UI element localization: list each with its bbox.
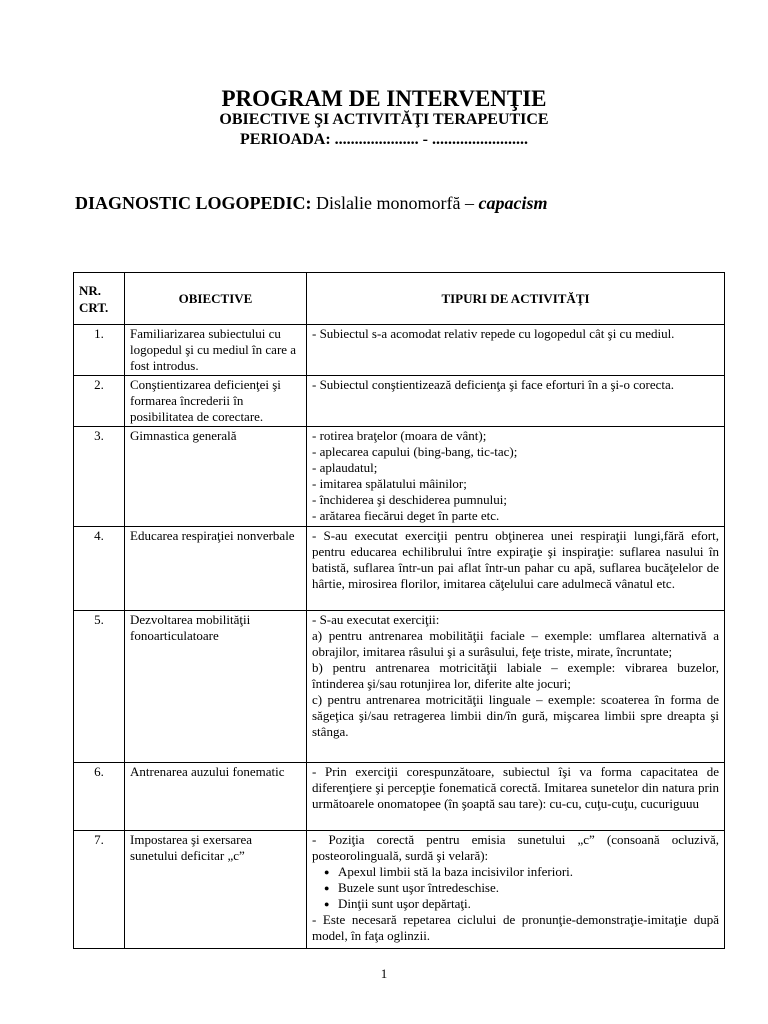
header-objectives: OBIECTIVE [125, 273, 307, 325]
activity-bullet: ● Dinţii sunt uşor depărtaţi. [338, 896, 719, 912]
activity-bullet: ● Buzele sunt uşor întredeschise. [338, 880, 719, 896]
activity-line: - închiderea şi deschiderea pumnului; [312, 492, 507, 507]
document-subtitle: OBIECTIVE ŞI ACTIVITĂŢI TERAPEUTICE [219, 111, 549, 128]
row-objective: Gimnastica generală [125, 427, 307, 527]
row-activities [307, 427, 725, 527]
row-activities [307, 831, 725, 949]
header-nr [74, 273, 125, 325]
table-row [74, 376, 725, 427]
diagnostic-label: DIAGNOSTIC LOGOPEDIC: [75, 193, 312, 213]
page-number: 1 [380, 966, 388, 981]
activity-line: - aplecarea capului (bing-bang, tic-tac); [312, 444, 518, 459]
intervention-table [73, 272, 725, 949]
activity-line: - Este necesară repetarea ciclului de pronunţie-demonstraţie-imitaţie după model, în faţa oglinzii. [312, 912, 719, 943]
row-number: 7. [74, 831, 125, 949]
diagnostic-line [75, 193, 548, 214]
header-activities: TIPURI DE ACTIVITĂŢI [307, 273, 725, 325]
row-activities [307, 527, 725, 611]
table-row [74, 325, 725, 376]
activity-bullet-list [312, 864, 719, 912]
activity-line: - rotirea braţelor (moara de vânt); [312, 428, 487, 443]
activity-line: - Subiectul s-a acomodat relativ repede cu logopedul cât şi cu mediul. [312, 326, 675, 341]
row-number: 1. [74, 325, 125, 376]
row-number: 4. [74, 527, 125, 611]
row-activities [307, 763, 725, 831]
activity-line: - Poziţia corectă pentru emisia sunetului „c” (consoană ocluzivă, posteorolinguală, surdă şi velară): [312, 832, 719, 863]
activity-line: a) pentru antrenarea mobilităţii faciale – exemple: umflarea alternativă a obrajilor, imitarea râsului şi a surâsului, feţe triste, mirate, încruntate; [312, 628, 719, 659]
activity-line: - S-au executat exerciţii pentru obţinerea unei respiraţii lungi,fără efort, pentru educarea echilibrului între expiraţie şi inspiraţie: suflarea nasului în batistă, suflarea într-un pai aflat într-un pahar cu apă, suflarea bucăţelelor de hârtie, mirosirea florilor, imitarea căţelului care adulmecă vânatul etc. [312, 528, 719, 591]
row-activities [307, 611, 725, 763]
row-objective: Dezvoltarea mobilităţii fonoarticulatoare [125, 611, 307, 763]
activity-line: - Subiectul conştientizează deficienţa şi face eforturi în a şi-o corecta. [312, 377, 675, 392]
table-row [74, 831, 725, 949]
row-objective: Impostarea şi exersarea sunetului deficitar „c” [125, 831, 307, 949]
row-objective: Familiarizarea subiectului cu logopedul şi cu mediul în care a fost introdus. [125, 325, 307, 376]
table-header-row [74, 273, 725, 325]
row-activities [307, 325, 725, 376]
row-number: 6. [74, 763, 125, 831]
table-row [74, 427, 725, 527]
row-number: 2. [74, 376, 125, 427]
row-objective: Conştientizarea deficienţei şi formarea încrederii în posibilitatea de corectare. [125, 376, 307, 427]
table-row [74, 763, 725, 831]
activity-line: - arătarea fiecărui deget în parte etc. [312, 508, 500, 523]
row-number: 3. [74, 427, 125, 527]
activity-line: - S-au executat exerciţii: [312, 612, 440, 627]
period-line: PERIOADA: ..................... - ........................ [240, 131, 528, 148]
diagnostic-emphasis: capacism [478, 193, 548, 213]
activity-line: - aplaudatul; [312, 460, 378, 475]
document-title: PROGRAM DE INTERVENŢIE [221, 86, 547, 111]
header-nr-text: NR. CRT. [79, 283, 109, 315]
diagnostic-text: Dislalie monomorfă – [311, 193, 479, 213]
row-objective: Educarea respiraţiei nonverbale [125, 527, 307, 611]
table-row [74, 611, 725, 763]
table-row [74, 527, 725, 611]
activity-line: c) pentru antrenarea motricităţii linguale – exemple: scoaterea în forma de săgeţica şi/sau retragerea limbii din/în gură, mişcarea limbii spre dreapta şi stânga. [312, 692, 719, 739]
activity-line: b) pentru antrenarea motricităţii labiale – exemple: vibrarea buzelor, întinderea şi/sau rotunjirea lor, diferite alte jocuri; [312, 660, 719, 691]
activity-line: - Prin exerciţii corespunzătoare, subiectul îşi va forma capacitatea de diferenţiere şi percepţie fonematică corectă. Imitarea sunetelor din natura prin următoarele onomatopee (în şoaptă sau tare): cu-cu, cuţu-cuţu, cucuriguuu [312, 764, 719, 811]
activity-line: - imitarea spălatului mâinilor; [312, 476, 467, 491]
row-objective: Antrenarea auzului fonematic [125, 763, 307, 831]
row-number: 5. [74, 611, 125, 763]
row-activities [307, 376, 725, 427]
activity-bullet: ● Apexul limbii stă la baza incisivilor inferiori. [338, 864, 719, 880]
